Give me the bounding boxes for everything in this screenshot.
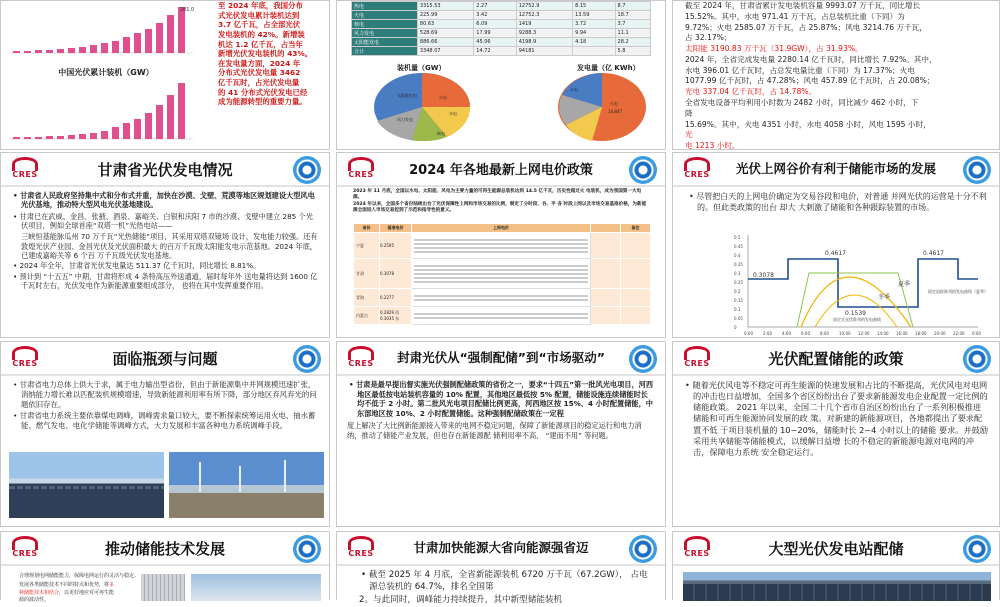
- pie2-label-value: 14,847: [608, 109, 622, 114]
- slide-thumbnail-1[interactable]: [0, 0, 330, 150]
- base-price-cell: 0.2277: [380, 289, 412, 307]
- x-tick-label: 4:00: [782, 331, 791, 336]
- table-cell: 1419: [516, 20, 572, 29]
- tariff-detail-cell: [412, 307, 591, 325]
- y-tick-label: 0.1: [734, 307, 741, 312]
- slide-body: [359, 570, 651, 607]
- tariff-table: [353, 223, 651, 325]
- table-cell: 4198.9: [516, 38, 572, 47]
- pie2-title: 发电量（亿 KWh）: [577, 64, 640, 72]
- chart2-title: 中国光伏累计装机（GW）: [58, 68, 154, 77]
- s1-line: 新增光伏发电装机的 43%。: [218, 49, 313, 59]
- slide-header: [673, 153, 999, 187]
- bullet: • 尽管把白天的上网电价确定为交易谷段和电价，对普通 并网光伏的运营是十分不利的。但此类政策的出台 却大 大刺激了储能和各种跟踪装置的市场。: [687, 191, 989, 213]
- bullet-bold: • 甘肃省人民政府坚持集中式和分布式并重，加快在沙漠、戈壁、荒漠等地区规划建设大型风电光伏基地，推动特大型风电光伏基地建设。: [11, 191, 319, 210]
- storage-text-2b: 多种储能技术相结合: [19, 582, 115, 596]
- table-row: [352, 29, 651, 38]
- slide-title: 光伏配置储能的政策: [768, 350, 904, 368]
- distributed-pv-text: [218, 1, 330, 107]
- paragraph: 三峡恒基能脉瓜州 70 万千瓦“光热储能”项目，其采用双塔双镜场 设计，发电能力较强。还有敦煌光伏产业园、金昌光伏及光伏面积最大 的百万千瓦级太阳能发电示范基地。2024 年底，已建成嘉峪关等 6 个百 万千瓦级光伏发电基地。: [21, 232, 318, 261]
- bar: [57, 49, 64, 53]
- s3-red-line: 光电 337.04 亿千瓦时，占 14.78%。: [685, 87, 817, 97]
- bar: [79, 134, 86, 139]
- bullet: • 甘肃省电力系统主要依靠煤电调峰，调峰需求量口较大，要不断探索统筹运用火电、抽水蓄能、燃气发电、电化学储能等调峰方式，大力发展和丰富各种电力系统调峰手段。: [11, 411, 319, 431]
- s3-line: 1077.99 亿千瓦时，占 47.28%；风电 457.89 亿千瓦时，占 20.08%；: [685, 76, 935, 86]
- bar: [167, 95, 174, 139]
- s1-line: 成为能源转型的重要力量。: [218, 97, 307, 107]
- bar: [123, 123, 130, 139]
- bar: [35, 137, 42, 139]
- bullet: • 2024 年全年，甘肃省光伏发电量达 511.37 亿千瓦时，同比增长 8.81%。: [11, 261, 319, 270]
- col-header: 备注: [621, 224, 651, 233]
- x-tick-label: 20:00: [934, 331, 946, 336]
- table-cell: 3.72: [573, 20, 615, 29]
- cres-logo: CRES: [681, 157, 713, 183]
- table-row: [352, 2, 651, 11]
- table-cell: 核电: [352, 20, 418, 29]
- table-cell: 6.09: [474, 20, 516, 29]
- bar: [46, 136, 53, 139]
- table-cell: 28.2: [615, 38, 650, 47]
- tracking-array-label: 固定追踪阵列的发电曲线（夏季）: [928, 289, 988, 294]
- y-tick-label: 0: [734, 325, 737, 330]
- intro-line: 2024 年以来，全国多个省份陆续出台了光伏保障性上网和市场交易的比例，制定了分时段、谷、平 各 时段上网以及市场交易基准价格，为新能源全面进入市场交易起到了示范和指导性的意义。: [353, 201, 647, 214]
- col-header: [591, 224, 621, 233]
- s3-line: 9.72%；火电 2585.07 万千瓦，占 25.87%；风电 3214.76 万千瓦，: [685, 22, 927, 32]
- table-cell: 火电: [352, 11, 418, 20]
- table-cell: 80.63: [417, 20, 473, 29]
- cres-logo: CRES: [681, 536, 713, 562]
- y-tick-label: 0.5: [734, 235, 741, 240]
- blank-cell: [591, 233, 621, 259]
- table-cell: 热电: [352, 2, 418, 11]
- s3-line: 15.69%。其中，火电 4351 小时，水电 4058 小时，风电 1595 小时，: [685, 119, 931, 129]
- bar: [46, 50, 53, 53]
- pie1-label-hydro: 水电: [449, 111, 457, 116]
- slide-title: 甘肃加快能源大省向能源强省迈: [413, 540, 589, 555]
- bullet: • 甘肃省电力总体上供大于求，属于电力输出型省份，但由于新能源集中并网规模迅速扩张，消纳能力增长难以匹配装机规模增速，导致新能源利用率有所下降，部分地区弃风弃光的问题依旧存在。: [11, 380, 319, 409]
- x-tick-label: 10:00: [839, 331, 851, 336]
- note-cell: [621, 259, 651, 289]
- x-tick-label: 2:00: [763, 331, 772, 336]
- tariff-curve-chart: [733, 233, 988, 337]
- slide-body: [11, 191, 319, 293]
- x-tick-label: 8:00: [820, 331, 829, 336]
- table-cell: 3.7: [615, 20, 650, 29]
- pie1-label-solar: 太阳能发电: [397, 93, 417, 98]
- generation-pie: [552, 69, 652, 149]
- bar: [101, 43, 108, 53]
- intro-line: 2023 年 11 月底，全国以水电、太阳能、风电为主要力量的可再生能源总装机达到 14.5 亿千瓦，历史性超过火 电装机，成为我国第一大电源。: [353, 189, 642, 201]
- value-label-2: 0.4617: [923, 250, 944, 257]
- swirl-logo-icon: [293, 345, 321, 373]
- bar: [145, 113, 152, 139]
- slide-header: [1, 342, 329, 376]
- table-row: [352, 11, 651, 20]
- slide-thumbnail-10[interactable]: [0, 531, 330, 603]
- power-stats-table: [351, 1, 651, 56]
- bar: [145, 29, 152, 53]
- bullet: • 甘肃已在武威、金昌、张掖、酒泉、嘉峪关、白银和庆阳 7 市的沙漠、戈壁中建立 285 个光伏项目，例如全球首座“双塔一机”光热电站——: [11, 212, 319, 231]
- gansu-capacity-text: [685, 1, 997, 152]
- slide-thumbnail-7[interactable]: [0, 341, 330, 527]
- table-cell: 9288.3: [516, 29, 572, 38]
- x-tick-label: 6:00: [801, 331, 810, 336]
- table-cell: 5.8: [615, 47, 650, 56]
- bullet-bold: • 甘肃是最早提出督实施光伏强制配储政策的省份之一，要求“十四五”第一批风光电项目，河西地区最低按电站装机容量的 10% 配置，其他地区最低按 5% 配置，储能设施连续储能时长均不低于 2 小时。第二批风光电项目配储比例更高，河西地区按 15%、4 小时配置储能，中东部地区按 10%、2 小时配置储能。这种强制配储政策在一定程: [347, 380, 655, 419]
- bar: [90, 133, 97, 139]
- table-cell: 45.06: [474, 38, 516, 47]
- x-tick-label: 22:00: [953, 331, 965, 336]
- slide-thumbnail-8[interactable]: [336, 341, 666, 527]
- col-header: 基准电价: [380, 224, 412, 233]
- storage-text-2c: ，以更好地应对可再生能源的波动性。: [19, 589, 115, 603]
- y-tick-label: 0.2: [734, 289, 741, 294]
- solar-plant-photo: [683, 572, 991, 601]
- s3-line: 降: [685, 108, 693, 118]
- bar: [68, 135, 75, 139]
- base-price-cell: 0.2595: [380, 233, 412, 259]
- cres-logo: CRES: [9, 536, 41, 562]
- bar: [101, 131, 108, 139]
- province-cell: 宁夏: [354, 233, 380, 259]
- tariff-detail-cell: [412, 233, 591, 259]
- table-cell: 94181: [516, 47, 572, 56]
- bar: [24, 51, 31, 53]
- bar: [167, 15, 174, 53]
- slide-thumbnail-2[interactable]: [336, 0, 666, 150]
- swirl-logo-icon: [629, 345, 657, 373]
- table-cell: 13.59: [573, 11, 615, 20]
- s1-line: 的 41 分布式光伏发电已经: [218, 87, 308, 97]
- bar: [178, 83, 185, 139]
- s3-line: 水电 396.01 亿千瓦时，占总发电量比重（下同）为 17.37%；火电: [685, 65, 915, 75]
- bar: [57, 136, 64, 139]
- note-cell: [621, 307, 651, 325]
- table-cell: 18.7: [615, 11, 650, 20]
- note-cell: [621, 233, 651, 259]
- y-tick-label: 0.45: [734, 244, 743, 249]
- x-tick-label: 0:00: [744, 331, 753, 336]
- slide-header: [337, 153, 665, 187]
- tariff-detail-cell: [412, 259, 591, 289]
- swirl-logo-icon: [293, 156, 321, 184]
- x-tick-label: 12:00: [858, 331, 870, 336]
- table-cell: 3315.53: [417, 2, 473, 11]
- bar: [156, 105, 163, 139]
- pie2-label-hydro: 水电: [570, 87, 578, 92]
- blank-cell: [591, 307, 621, 325]
- bar: [24, 137, 31, 139]
- slide-intro: [353, 189, 649, 215]
- s1-line: 发电装机的 42%。新增装: [218, 29, 305, 39]
- table-cell: 3.42: [474, 11, 516, 20]
- slide-title: 2024 年各地最新上网电价政策: [409, 163, 593, 178]
- y-tick-label: 0.25: [734, 280, 743, 285]
- slide-title: 大型光伏发电站配储: [768, 540, 904, 558]
- installed-capacity-bar-chart: [5, 3, 195, 61]
- slide-body: [683, 380, 989, 460]
- s3-line: 截至 2024 年，甘肃省累计发电装机容量 9993.07 万千瓦，同比增长: [685, 1, 921, 10]
- cres-logo: CRES: [345, 536, 377, 562]
- bar: [112, 41, 119, 53]
- bullet: • 预计到 “十五五” 中期，甘肃将形成 4 条特高压外送通道，届时每年外 送电量将达到 1600 亿千瓦时左右，光伏发电作为新能源重要组成部分， 也将在其中发挥重要作用。: [11, 272, 319, 291]
- s1-line: 3.7 亿千瓦，占全部光伏: [218, 20, 301, 30]
- swirl-logo-icon: [963, 156, 991, 184]
- storage-container-photo: [141, 574, 185, 601]
- slide-body: [347, 380, 655, 440]
- slide-header: [1, 153, 329, 187]
- table-cell: 合计: [352, 47, 418, 56]
- table-row: [352, 38, 651, 47]
- solar-panel-photo: [9, 452, 164, 518]
- s3-line: 2024 年，全省完成发电量 2280.14 亿千瓦时，同比增长 7.92%。其中，: [685, 54, 937, 64]
- s1-line: 亿千瓦时，占光伏发电量: [218, 78, 300, 87]
- y-tick-label: 0.15: [734, 298, 743, 303]
- y-tick-label: 0.35: [734, 262, 743, 267]
- cres-logo: CRES: [681, 346, 713, 372]
- swirl-logo-icon: [629, 156, 657, 184]
- slide-title: 推动储能技术发展: [104, 540, 225, 558]
- bar: [68, 48, 75, 53]
- summer-label: 夏季: [898, 281, 911, 288]
- slide-thumbnail-3[interactable]: [672, 0, 1000, 150]
- pie1-label-nuclear: 核电: [437, 131, 445, 136]
- slide-title: 面临瓶颈与问题: [112, 350, 218, 368]
- table-cell: 528.69: [417, 29, 473, 38]
- base-price-cell: 0.2829 西 0.3035 东: [380, 307, 412, 325]
- installed-capacity-pie: [367, 69, 477, 149]
- s1-line: 机达 1.2 亿千瓦，占当年: [218, 39, 303, 49]
- storage-text-1: 合理规划电网储能能力，保障电网运行的灵活与稳定。: [19, 573, 140, 579]
- storage-site-photo: [191, 574, 321, 601]
- slide-title: 光伏上网谷价有利于储能市场的发展: [735, 161, 936, 176]
- slide-header: [337, 532, 665, 566]
- table-cell: 风力发电: [352, 29, 418, 38]
- cres-logo: CRES: [9, 346, 41, 372]
- bullet: • 随着光伏风电等不稳定可再生能源的快速发展和占比的不断提高，光伏风电对电网的冲击也日益增加，全国多个省区纷纷出台了要求新能源发电企业配置一定比例的储能政策。 2021 年以来，全国二十几个省市自治区纷纷出台了一系列积极推进储能和可再生能源协同发展的政 策。对新建的新能源项目，各地都提出了要求配置不低 于项目装机量的 10~20%，储能时长 2~4 小时以上的储能 要求。并鼓励采用共享储能等储能模式，以缓解日益增 长的不稳定的新能源电源对电网的冲击，保障电力系统 安全稳定运行。: [683, 380, 989, 458]
- table-cell: [573, 47, 615, 56]
- bar: [90, 45, 97, 53]
- x-tick-label: 16:00: [896, 331, 908, 336]
- slide-title: 甘肃省光伏发电情况: [97, 161, 233, 179]
- s3-red-line: 太阳能 3190.83 万千瓦（31.9GW），占 31.93%。: [685, 44, 863, 54]
- slide-header: [673, 532, 999, 566]
- s1-line: 在发电量方面，2024 年: [218, 58, 301, 68]
- swirl-logo-icon: [963, 345, 991, 373]
- bar: [13, 51, 20, 53]
- table-cell: 太阳能发电: [352, 38, 418, 47]
- slide-header: [337, 342, 665, 376]
- pie2-label-thermal: 火电: [610, 101, 618, 106]
- slide-body: [683, 191, 989, 215]
- pie1-title: 装机量（GW）: [397, 64, 446, 72]
- table-cell: 2.27: [474, 2, 516, 11]
- s3-line: 占 32.17%；: [685, 33, 732, 43]
- slide-body: [11, 380, 319, 433]
- cres-logo: CRES: [9, 157, 41, 183]
- table-cell: 12752.3: [516, 11, 572, 20]
- slide-thumbnail-6[interactable]: [672, 152, 1000, 338]
- y-tick-label: 0.05: [734, 316, 743, 321]
- bar: [112, 127, 119, 139]
- table-cell: 9.94: [573, 29, 615, 38]
- slide-thumbnail-5[interactable]: [336, 152, 666, 338]
- province-cell: 青海: [354, 289, 380, 307]
- swirl-logo-icon: [629, 535, 657, 563]
- s1-line: 式光伏发电累计装机达到: [218, 10, 300, 20]
- table-cell: 4.18: [573, 38, 615, 47]
- s3-line: 15.52%。其中，水电 971.41 万千瓦，占总装机比重（下同）为: [685, 11, 905, 21]
- slide-thumbnail-4[interactable]: [0, 152, 330, 338]
- blank-cell: [591, 289, 621, 307]
- bar: [178, 7, 185, 53]
- value-label-4: 0.1539: [845, 310, 866, 317]
- slide-header: [673, 342, 999, 376]
- col-header: 省份: [354, 224, 380, 233]
- value-label-1: 0.4617: [825, 250, 846, 257]
- y-tick-label: 0.4: [734, 253, 741, 258]
- table-cell: 225.99: [417, 11, 473, 20]
- bar: [13, 137, 20, 139]
- bullet: • 截至 2025 年 4 月底，全省新能源装机 6720 万千瓦（67.2GW）， 占电源总装机的 64.7%，排名全国第: [359, 570, 651, 593]
- y-tick-label: 0.3: [734, 271, 741, 276]
- table-cell: 886.66: [417, 38, 473, 47]
- winter-label: 冬季: [878, 294, 891, 301]
- table-cell: 12752.9: [516, 2, 572, 11]
- note-cell: [621, 289, 651, 307]
- price-step-line: [748, 259, 978, 307]
- x-tick-label: 0:00: [972, 331, 981, 336]
- base-price-cell: 0.3078: [380, 259, 412, 289]
- province-cell: 内蒙古: [354, 307, 380, 325]
- storage-text-2: [19, 582, 119, 605]
- table-row: [352, 20, 651, 29]
- bar: [134, 119, 141, 139]
- swirl-logo-icon: [293, 535, 321, 563]
- table-cell: 8.7: [615, 2, 650, 11]
- paragraph: 度上解决了大比例新能源接入带来的电网不稳定问题，保障了新能源项目的稳定运行和电力消纳，推动了储能产业发展，但也存在新能源配 储利用率不高、 “建而不用” 等问题。: [347, 420, 642, 440]
- pie1-label-thermal: 火电: [439, 95, 447, 100]
- table-cell: 14.72: [474, 47, 516, 56]
- bar: [134, 33, 141, 53]
- chart1-peak-label: 281.0: [179, 7, 195, 13]
- slide-title: 封肃光伏从“强制配储”到“市场驱动”: [397, 350, 605, 365]
- bar: [35, 50, 42, 53]
- blank-cell: [591, 259, 621, 289]
- s3-line: 全省发电设备平均利用小时数为 2482 小时，同比减少 462 小时，下: [685, 98, 919, 108]
- cres-logo: CRES: [345, 346, 377, 372]
- table-cell: 8.15: [573, 2, 615, 11]
- slide-thumbnail-9[interactable]: [672, 341, 1000, 527]
- bar: [79, 47, 86, 53]
- slide-thumbnail-12[interactable]: [672, 531, 1000, 600]
- table-cell: 17.99: [474, 29, 516, 38]
- paragraph: 2。与此同时，调峰能力持续提升，其中新型储能装机: [359, 595, 563, 606]
- province-cell: 甘肃: [354, 259, 380, 289]
- bar: [156, 23, 163, 53]
- cumulative-pv-bar-chart: [5, 79, 195, 149]
- swirl-logo-icon: [963, 535, 991, 563]
- fixed-array-label: 固定式光伏阵列的发电曲线: [833, 317, 881, 322]
- s3-red-line: 光: [685, 130, 693, 140]
- table-cell: 11.1: [615, 29, 650, 38]
- value-label-3: 0.3078: [753, 272, 774, 279]
- col-header: 上网电价: [412, 224, 591, 233]
- table-cell: 3348.07: [417, 47, 473, 56]
- table-row: [352, 47, 651, 56]
- bar: [123, 37, 130, 53]
- pie1-label-wind: 风力发电: [397, 117, 413, 122]
- x-tick-label: 14:00: [877, 331, 889, 336]
- s1-line: 至 2024 年底，我国分布: [218, 1, 303, 10]
- slide-header: [1, 532, 329, 566]
- slide-thumbnail-11[interactable]: [336, 531, 666, 606]
- wind-turbine-photo: [169, 452, 324, 518]
- s3-red-line: 电 1213 小时。: [685, 141, 740, 151]
- tariff-detail-cell: [412, 289, 591, 307]
- cres-logo: CRES: [345, 157, 377, 183]
- x-tick-label: 18:00: [915, 331, 927, 336]
- storage-text-2a: 发展各类储能技术不同的特点和优势，将: [19, 582, 110, 588]
- s1-line: 分布式光伏发电量 3462: [218, 68, 301, 78]
